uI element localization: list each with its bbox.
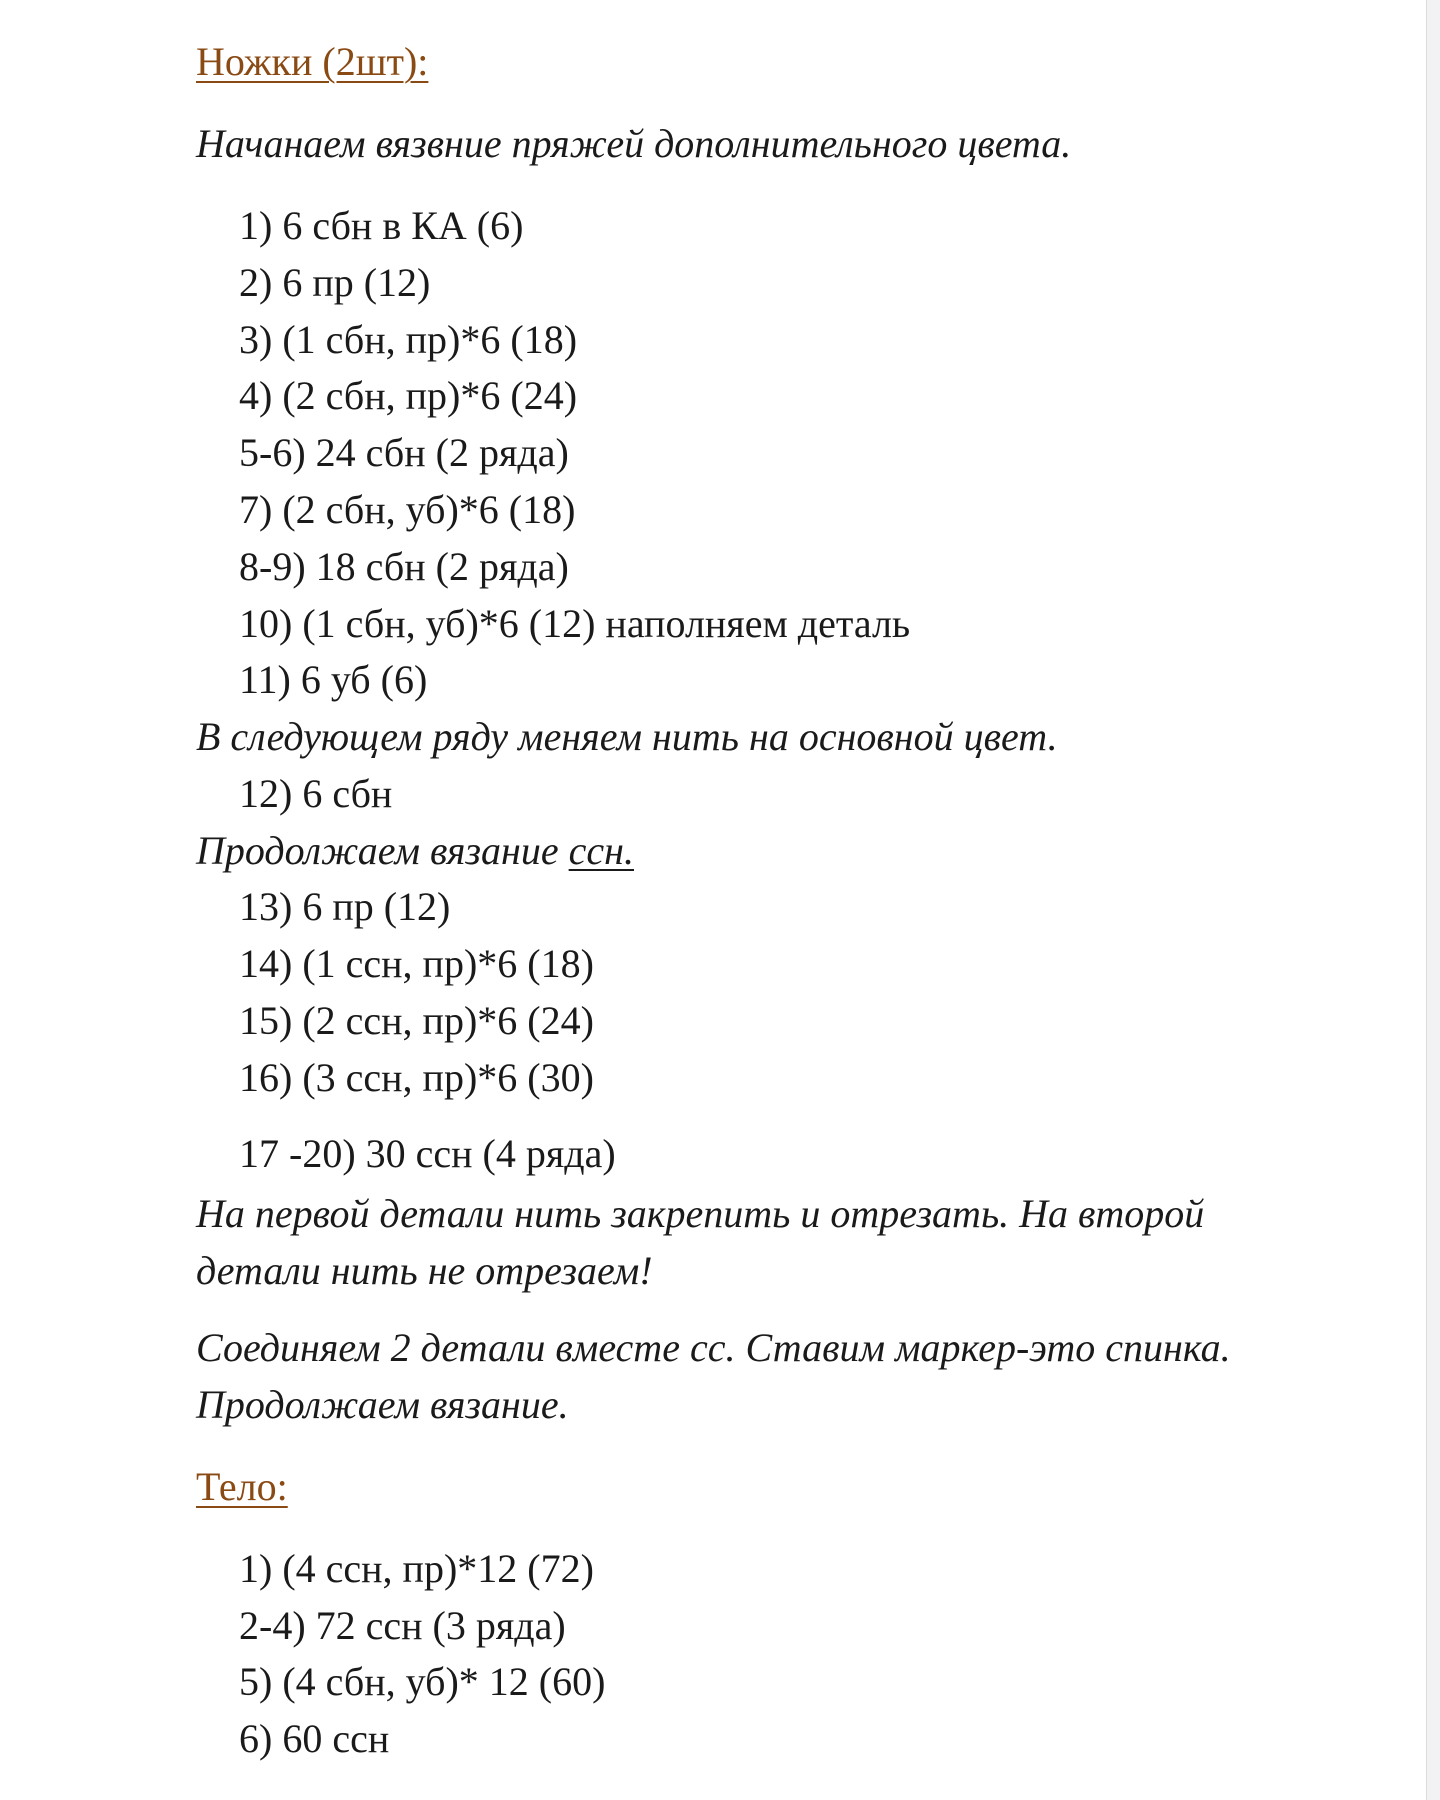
- note-continue-prefix: Продолжаем вязание: [196, 828, 569, 873]
- legs-row: 7) (2 сбн, уб)*6 (18): [239, 487, 576, 532]
- legs-row: 17 -20) 30 ссн (4 ряда): [239, 1131, 616, 1176]
- legs-row: 11) 6 уб (6): [239, 657, 428, 702]
- legs-row: 16) (3 ссн, пр)*6 (30): [239, 1055, 594, 1100]
- note-continue-term: ссн.: [568, 828, 634, 873]
- legs-note-join-line1: Соединяем 2 детали вместе сс. Ставим маркер-это спинка.: [196, 1325, 1231, 1370]
- body-row: 5) (4 сбн, уб)* 12 (60): [239, 1659, 606, 1704]
- legs-row: 3) (1 сбн, пр)*6 (18): [239, 317, 578, 362]
- legs-row: 8-9) 18 сбн (2 ряда): [239, 544, 569, 589]
- legs-row: 2) 6 пр (12): [239, 260, 431, 305]
- legs-row: 15) (2 ссн, пр)*6 (24): [239, 998, 594, 1043]
- legs-row: 12) 6 сбн: [239, 771, 393, 816]
- legs-row: 10) (1 сбн, уб)*6 (12) наполняем деталь: [239, 601, 911, 646]
- legs-note-first-line2: детали нить не отрезаем!: [196, 1248, 653, 1293]
- legs-row: 1) 6 сбн в КА (6): [239, 203, 524, 248]
- legs-heading: Ножки (2шт):: [196, 39, 429, 84]
- body-row: 1) (4 ссн, пр)*12 (72): [239, 1546, 594, 1591]
- legs-row: 14) (1 ссн, пр)*6 (18): [239, 941, 594, 986]
- legs-note-first-line1: На первой детали нить закрепить и отрезать. На второй: [196, 1191, 1205, 1236]
- legs-row: 13) 6 пр (12): [239, 884, 451, 929]
- legs-intro: Начанаем вязвние пряжей дополнительного цвета.: [196, 121, 1072, 166]
- body-heading: Тело:: [196, 1464, 288, 1509]
- legs-row: 4) (2 сбн, пр)*6 (24): [239, 373, 578, 418]
- legs-row: 5-6) 24 сбн (2 ряда): [239, 430, 569, 475]
- legs-note-color: В следующем ряду меняем нить на основной цвет.: [196, 714, 1058, 759]
- body-row: 2-4) 72 ссн (3 ряда): [239, 1603, 566, 1648]
- body-row: 6) 60 ссн: [239, 1716, 390, 1761]
- legs-note-continue: [196, 827, 634, 875]
- legs-note-join-line2: Продолжаем вязание.: [196, 1382, 569, 1427]
